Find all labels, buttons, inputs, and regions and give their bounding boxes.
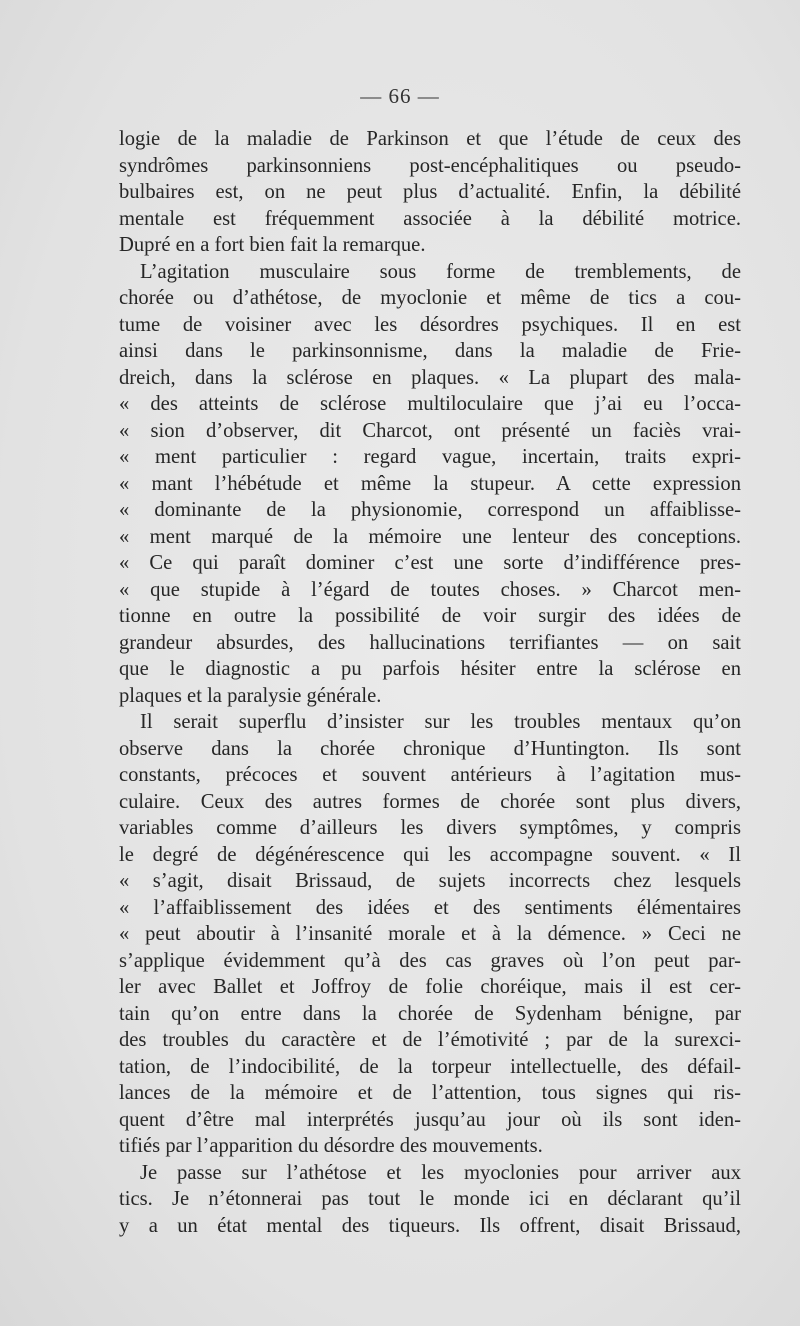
text-line: ler avec Ballet et Joffroy de folie choréique, mais il est cer- <box>119 976 741 998</box>
text-line: que le diagnostic a pu parfois hésiter entre la sclérose en <box>119 658 741 680</box>
text-line: dreich, dans la sclérose en plaques. « La plupart des mala- <box>119 366 741 389</box>
text-line: s’applique évidemment qu’à des cas graves où l’on peut par- <box>119 949 741 972</box>
text-line: tionne en outre la possibilité de voir surgir des idées de <box>119 605 741 627</box>
text-line: tation, de l’indocibilité, de la torpeur intellectuelle, des défail- <box>119 1055 741 1078</box>
text-line: observe dans la chorée chronique d’Huntington. Ils sont <box>119 737 741 760</box>
text-line: Je passe sur l’athétose et les myoclonies pour arriver aux <box>140 1161 741 1184</box>
text-line: syndrômes parkinsonniens post-encéphalitiques ou pseudo- <box>119 154 741 177</box>
text-line: « l’affaiblissement des idées et des sentiments élémentaires <box>119 896 741 919</box>
text-line: tics. Je n’étonnerai pas tout le monde ici en déclarant qu’il <box>119 1188 741 1210</box>
text-line: logie de la maladie de Parkinson et que l’étude de ceux des <box>119 128 741 150</box>
text-line: quent d’être mal interprétés jusqu’au jour où ils sont iden- <box>119 1108 741 1131</box>
text-line: L’agitation musculaire sous forme de tremblements, de <box>140 260 741 283</box>
text-line: « des atteints de sclérose multiloculaire que j’ai eu l’occa- <box>119 393 741 415</box>
text-line: tain qu’on entre dans la chorée de Sydenham bénigne, par <box>119 1002 741 1025</box>
text-line: constants, précoces et souvent antérieurs à l’agitation mus- <box>119 764 741 786</box>
text-line: Il serait superflu d’insister sur les troubles mentaux qu’on <box>140 711 741 733</box>
text-line: le degré de dégénérescence qui les accompagne souvent. « Il <box>119 843 741 866</box>
text-line: lances de la mémoire et de l’attention, tous signes qui ris- <box>119 1082 741 1104</box>
text-line: tifiés par l’apparition du désordre des mouvements. <box>119 1135 543 1157</box>
page-number: — 66 — <box>360 84 440 108</box>
paragraph <box>119 709 741 1160</box>
text-line: « ment marqué de la mémoire une lenteur des conceptions. <box>119 525 741 548</box>
text-line: « ment particulier : regard vague, incertain, traits expri- <box>119 446 741 468</box>
text-line: tume de voisiner avec les désordres psychiques. Il en est <box>119 313 741 336</box>
text-line: « Ce qui paraît dominer c’est une sorte d’indifférence pres- <box>119 552 741 574</box>
text-line: grandeur absurdes, des hallucinations terrifiantes — on sait <box>119 631 741 654</box>
text-line: Dupré en a fort bien fait la remarque. <box>119 234 426 256</box>
text-line: « peut aboutir à l’insanité morale et à la démence. » Ceci ne <box>119 923 741 945</box>
text-line: « dominante de la physionomie, correspond un affaiblisse- <box>119 499 741 521</box>
paragraph <box>119 259 741 710</box>
text-line: des troubles du caractère et de l’émotivité ; par de la surexci- <box>119 1029 741 1051</box>
text-line: « sion d’observer, dit Charcot, ont présenté un faciès vrai- <box>119 419 741 442</box>
text-line: y a un état mental des tiqueurs. Ils offrent, disait Brissaud, <box>119 1214 741 1237</box>
paragraph <box>119 1160 741 1240</box>
text-line: variables comme d’ailleurs les divers symptômes, y compris <box>119 817 741 839</box>
body-text <box>119 126 741 1239</box>
text-line: « que stupide à l’égard de toutes choses. » Charcot men- <box>119 578 741 601</box>
text-line: chorée ou d’athétose, de myoclonie et même de tics a cou- <box>119 287 741 309</box>
text-line: culaire. Ceux des autres formes de chorée sont plus divers, <box>119 790 741 813</box>
paragraph <box>119 126 741 259</box>
text-line: bulbaires est, on ne peut plus d’actualité. Enfin, la débilité <box>119 181 741 203</box>
text-line: plaques et la paralysie générale. <box>119 684 382 707</box>
text-line: mentale est fréquemment associée à la débilité motrice. <box>119 207 741 230</box>
text-line: ainsi dans le parkinsonnisme, dans la maladie de Frie- <box>119 340 741 362</box>
text-line: « mant l’hébétude et même la stupeur. A cette expression <box>119 472 741 495</box>
text-line: « s’agit, disait Brissaud, de sujets incorrects chez lesquels <box>119 870 741 892</box>
